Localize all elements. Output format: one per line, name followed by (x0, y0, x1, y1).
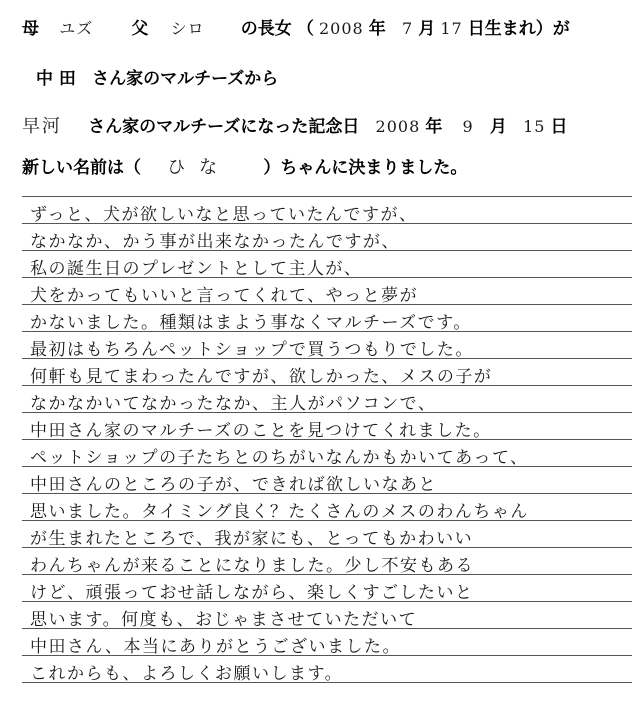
new-name: ひな (167, 157, 232, 178)
adopt-month-label: 月 (489, 117, 507, 137)
message-line: 中田さん、本当にありがとうございました。 (30, 637, 402, 657)
owner-text: さん家のマルチーズになった記念日 (88, 117, 360, 137)
message-paper (22, 196, 632, 696)
adopt-day: 15 (523, 117, 546, 136)
message-line: 思いました。タイミング良く？たくさんのメスのわんちゃん (30, 502, 529, 522)
message-line: 犬をかってもいいと言ってくれて、やっと夢が (30, 286, 419, 306)
breeder-line (36, 64, 278, 89)
message-line: わんちゃんが来ることになりました。少し不安もある (30, 556, 474, 576)
birth-month: 7 (401, 19, 414, 38)
father-label: 父 (131, 19, 149, 39)
message-line: 何軒も見てまわったんですが、欲しかった、メスの子が (30, 367, 493, 387)
birth-suffix: 日生まれ）が (467, 19, 570, 39)
breeder-text: さん家のマルチーズから (92, 69, 279, 89)
message-line: 中田さん家のマルチーズのことを見つけてくれました。 (30, 421, 492, 441)
anniversary-line (22, 112, 568, 138)
adopt-year-label: 年 (425, 117, 443, 137)
father-name: シロ (170, 19, 205, 38)
birth-year: 2008 (318, 19, 364, 38)
birth-day: 17 (440, 19, 463, 38)
owner-name: 早河 (22, 116, 62, 137)
new-name-prefix: 新しい名前は（ (22, 158, 141, 178)
new-name-suffix: ）ちゃんに決まりました。 (263, 158, 468, 178)
adopt-day-label: 日 (550, 117, 568, 137)
birth-month-label: 月 (418, 19, 436, 39)
eldest-daughter-label: の長女 (240, 19, 292, 39)
message-line: これからも、よろしくお願いします。 (30, 664, 344, 684)
mother-name: ユズ (59, 19, 94, 38)
message-line: かないました。種類はまよう事なくマルチーズです。 (30, 313, 472, 333)
message-line: けど、頑張っておせ話しながら、楽しくすごしたいと (30, 583, 474, 603)
adopt-year: 2008 (375, 117, 421, 136)
message-line: なかなかいてなかったなか、主人がパソコンで、 (30, 394, 437, 414)
ruled-line (22, 196, 632, 197)
message-line: 思います。何度も、おじゃまさせていただいて (30, 610, 418, 630)
new-name-line (22, 153, 467, 179)
message-line: ずっと、犬が欲しいなと思っていたんですが、 (30, 205, 418, 225)
adopt-month: 9 (462, 117, 474, 136)
breeder-name: 中 田 (36, 69, 76, 89)
message-line: 中田さんのところの子が、できれば欲しいなあと (30, 475, 437, 495)
mother-label: 母 (22, 19, 39, 39)
birth-year-label: 年 (368, 19, 386, 39)
message-line: が生まれたところで、我が家にも、とってもかわいい (30, 529, 474, 549)
message-line: なかなか、かう事が出来なかったんですが、 (30, 232, 400, 252)
message-line: 私の誕生日のプレゼントとして主人が、 (30, 259, 363, 279)
parents-line (22, 14, 570, 39)
birth-open-paren: （ (296, 19, 314, 39)
message-line: 最初はもちろんペットショップで買うつもりでした。 (30, 340, 474, 360)
message-line: ペットショップの子たちとのちがいなんかもかいてあって、 (30, 448, 529, 468)
